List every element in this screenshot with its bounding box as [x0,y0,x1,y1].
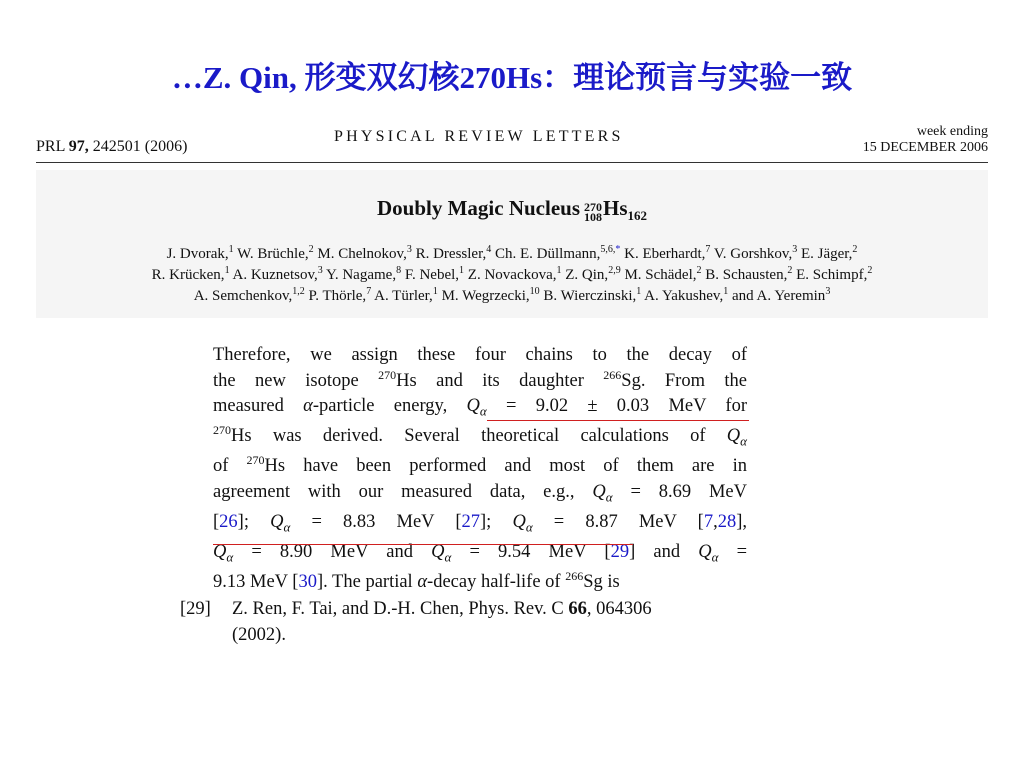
author-name: B. Wierczinski, [539,288,637,304]
reference-number: [29] [180,599,211,619]
text-run: agreement with our measured data, e.g., [213,481,593,502]
math-symbol: α [417,572,428,593]
header-rule [36,162,988,163]
affiliation-marker: 1 [723,286,729,297]
text-run: ] and [629,542,699,563]
highlight-underline-theory [213,544,633,545]
paper-header [36,124,988,164]
text-run: the new isotope [213,370,379,391]
author-line [36,286,988,307]
reference-authors: Z. Ren, F. Tai, and D.-H. Chen, Phys. Rev. C [232,599,569,619]
journal-article-number: 242501 (2006) [88,138,188,155]
math-subscript: α [444,549,452,565]
affiliation-marker: 1 [459,265,465,276]
citation-link[interactable]: 27 [461,512,480,533]
mass-number-superscript: 266 [565,569,584,584]
affiliation-marker: 5,6, [600,244,616,255]
author-name: M. Schädel, [620,267,697,283]
affiliation-marker: 1 [224,265,230,276]
author-name: Ch. E. Düllmann, [491,246,601,262]
affiliation-marker: 2,9 [608,265,621,276]
author-name: Z. Qin, [561,267,609,283]
week-ending-label: week ending [916,124,988,139]
math-subscript: α [283,519,291,535]
highlight-underline-measured [487,420,749,421]
text-run: -decay half-life of [427,572,566,593]
text-run: 9.13 MeV [ [213,572,299,593]
citation-link[interactable]: 29 [610,542,630,563]
mass-number-superscript: 270 [213,423,231,438]
math-symbol: Q [512,512,526,533]
affiliation-marker: 7 [366,286,372,297]
body-line [213,369,747,395]
math-subscript: α [226,549,234,565]
author-name: E. Schimpf, [792,267,868,283]
corresponding-author-marker: * [615,244,621,255]
author-name: Z. Novackova, [464,267,557,283]
slide-title: …Z. Qin, 形变双幻核270Hs：理论预言与实验一致 [171,60,853,95]
body-line [213,424,747,454]
body-line [213,570,747,596]
citation-link[interactable]: 28 [717,512,737,533]
text-run: measured [213,396,304,416]
body-line [213,480,747,510]
author-list [36,244,988,307]
nuclide-numbers [584,202,602,222]
math-subscript: α [479,403,487,419]
journal-reference [36,138,187,156]
author-line [36,244,988,265]
body-text [213,343,747,596]
affiliation-marker: 7 [705,244,711,255]
math-symbol: Q [431,542,445,563]
author-name: R. Krücken, [151,267,225,283]
affiliation-marker: 1 [432,286,438,297]
reference-line [232,596,780,622]
affiliation-marker: 8 [396,265,402,276]
paper-title-text: Doubly Magic Nucleus [376,196,580,220]
text-run: = 8.90 MeV and [233,542,432,563]
neutron-number: 162 [627,208,648,223]
affiliation-marker: 1 [556,265,562,276]
body-line [213,510,747,540]
journal-abbrev: PRL [36,138,69,155]
text-run: Hs was derived. Several theoretical calculations of [231,426,727,447]
author-name: A. Yakushev, [641,288,724,304]
affiliation-marker: 2 [308,244,314,255]
mass-number: 270 [584,200,602,214]
reference-29 [180,596,780,648]
author-name: J. Dvorak, [166,246,229,262]
author-name: and A. Yeremin [728,288,826,304]
author-name: P. Thörle, [304,288,367,304]
reference-year: (2002). [232,625,286,645]
affiliation-marker: 1 [636,286,642,297]
author-name: E. Jäger, [797,246,853,262]
affiliation-marker: 2 [787,265,793,276]
author-name: Y. Nagame, [322,267,397,283]
paper-title [0,196,1024,224]
text-run: ]; [480,512,513,533]
text-run: -particle energy, [312,396,467,416]
author-name: A. Semchenkov, [193,288,293,304]
mass-number-superscript: 270 [246,453,265,468]
text-run: = 8.83 MeV [ [290,512,462,533]
affiliation-marker: 1,2 [292,286,305,297]
text-run: ]. The partial [316,572,418,593]
citation-link[interactable]: 26 [219,512,238,533]
body-line [213,454,747,480]
author-name: M. Wegrzecki, [437,288,530,304]
affiliation-marker: 2 [867,265,873,276]
text-run: = 9.02 ± 0.03 MeV for [486,396,747,416]
week-ending-date: 15 DECEMBER 2006 [862,140,988,155]
author-line [36,265,988,286]
math-symbol: Q [698,542,712,563]
author-name: M. Chelnokov, [313,246,407,262]
text-run: = 9.54 MeV [ [451,542,611,563]
author-name: V. Gorshkov, [710,246,793,262]
author-name: B. Schausten, [701,267,788,283]
author-name: K. Eberhardt, [620,246,706,262]
author-name: F. Nebel, [401,267,460,283]
affiliation-marker: 3 [825,286,831,297]
citation-link[interactable]: 30 [298,572,317,593]
author-name: A. Türler, [371,288,433,304]
text-run: of [213,456,247,477]
text-run: Therefore, we assign these four chains to the decay of [213,345,747,365]
math-symbol: α [303,396,313,416]
math-symbol: Q [270,512,284,533]
text-run: ]; [237,512,271,533]
author-name: A. Kuznetsov, [229,267,318,283]
affiliation-marker: 2 [696,265,702,276]
math-symbol: Q [726,426,741,447]
mass-number-superscript: 266 [603,367,622,382]
body-line [213,343,747,369]
text-run: Sg. From the [621,370,747,391]
affiliation-marker: 3 [406,244,412,255]
text-run: Hs have been performed and most of them are in [264,456,748,477]
math-subscript: α [711,549,719,565]
citation-link[interactable]: 7 [703,512,714,533]
math-symbol: Q [592,481,606,502]
reference-volume: 66 [568,599,587,619]
journal-volume: 97, [68,138,89,155]
journal-name: PHYSICAL REVIEW LETTERS [334,128,624,145]
text-run: = [718,542,747,563]
mass-number-superscript: 270 [378,367,397,382]
text-run: Sg is [583,572,620,593]
math-symbol: Q [213,542,227,563]
affiliation-marker: 4 [486,244,492,255]
math-symbol: Q [466,396,480,416]
text-run: = 8.69 MeV [612,481,747,502]
text-run: , [713,512,718,533]
math-subscript: α [605,489,613,505]
text-run: [ [213,512,220,533]
affiliation-marker: 2 [852,244,858,255]
affiliation-marker: 10 [529,286,540,297]
affiliation-marker: 3 [317,265,323,276]
author-name: R. Dressler, [411,246,487,262]
element-symbol: Hs [603,196,628,220]
atomic-number: 108 [584,210,602,224]
author-name: W. Brüchle, [233,246,309,262]
text-run: ], [736,512,747,533]
affiliation-marker: 1 [228,244,234,255]
reference-page: , 064306 [586,599,652,619]
math-subscript: α [525,519,533,535]
math-subscript: α [740,433,747,449]
text-run: = 8.87 MeV [ [532,512,704,533]
text-run: Hs and its daughter [396,370,604,391]
week-ending [863,124,988,156]
affiliation-marker: 3 [792,244,798,255]
